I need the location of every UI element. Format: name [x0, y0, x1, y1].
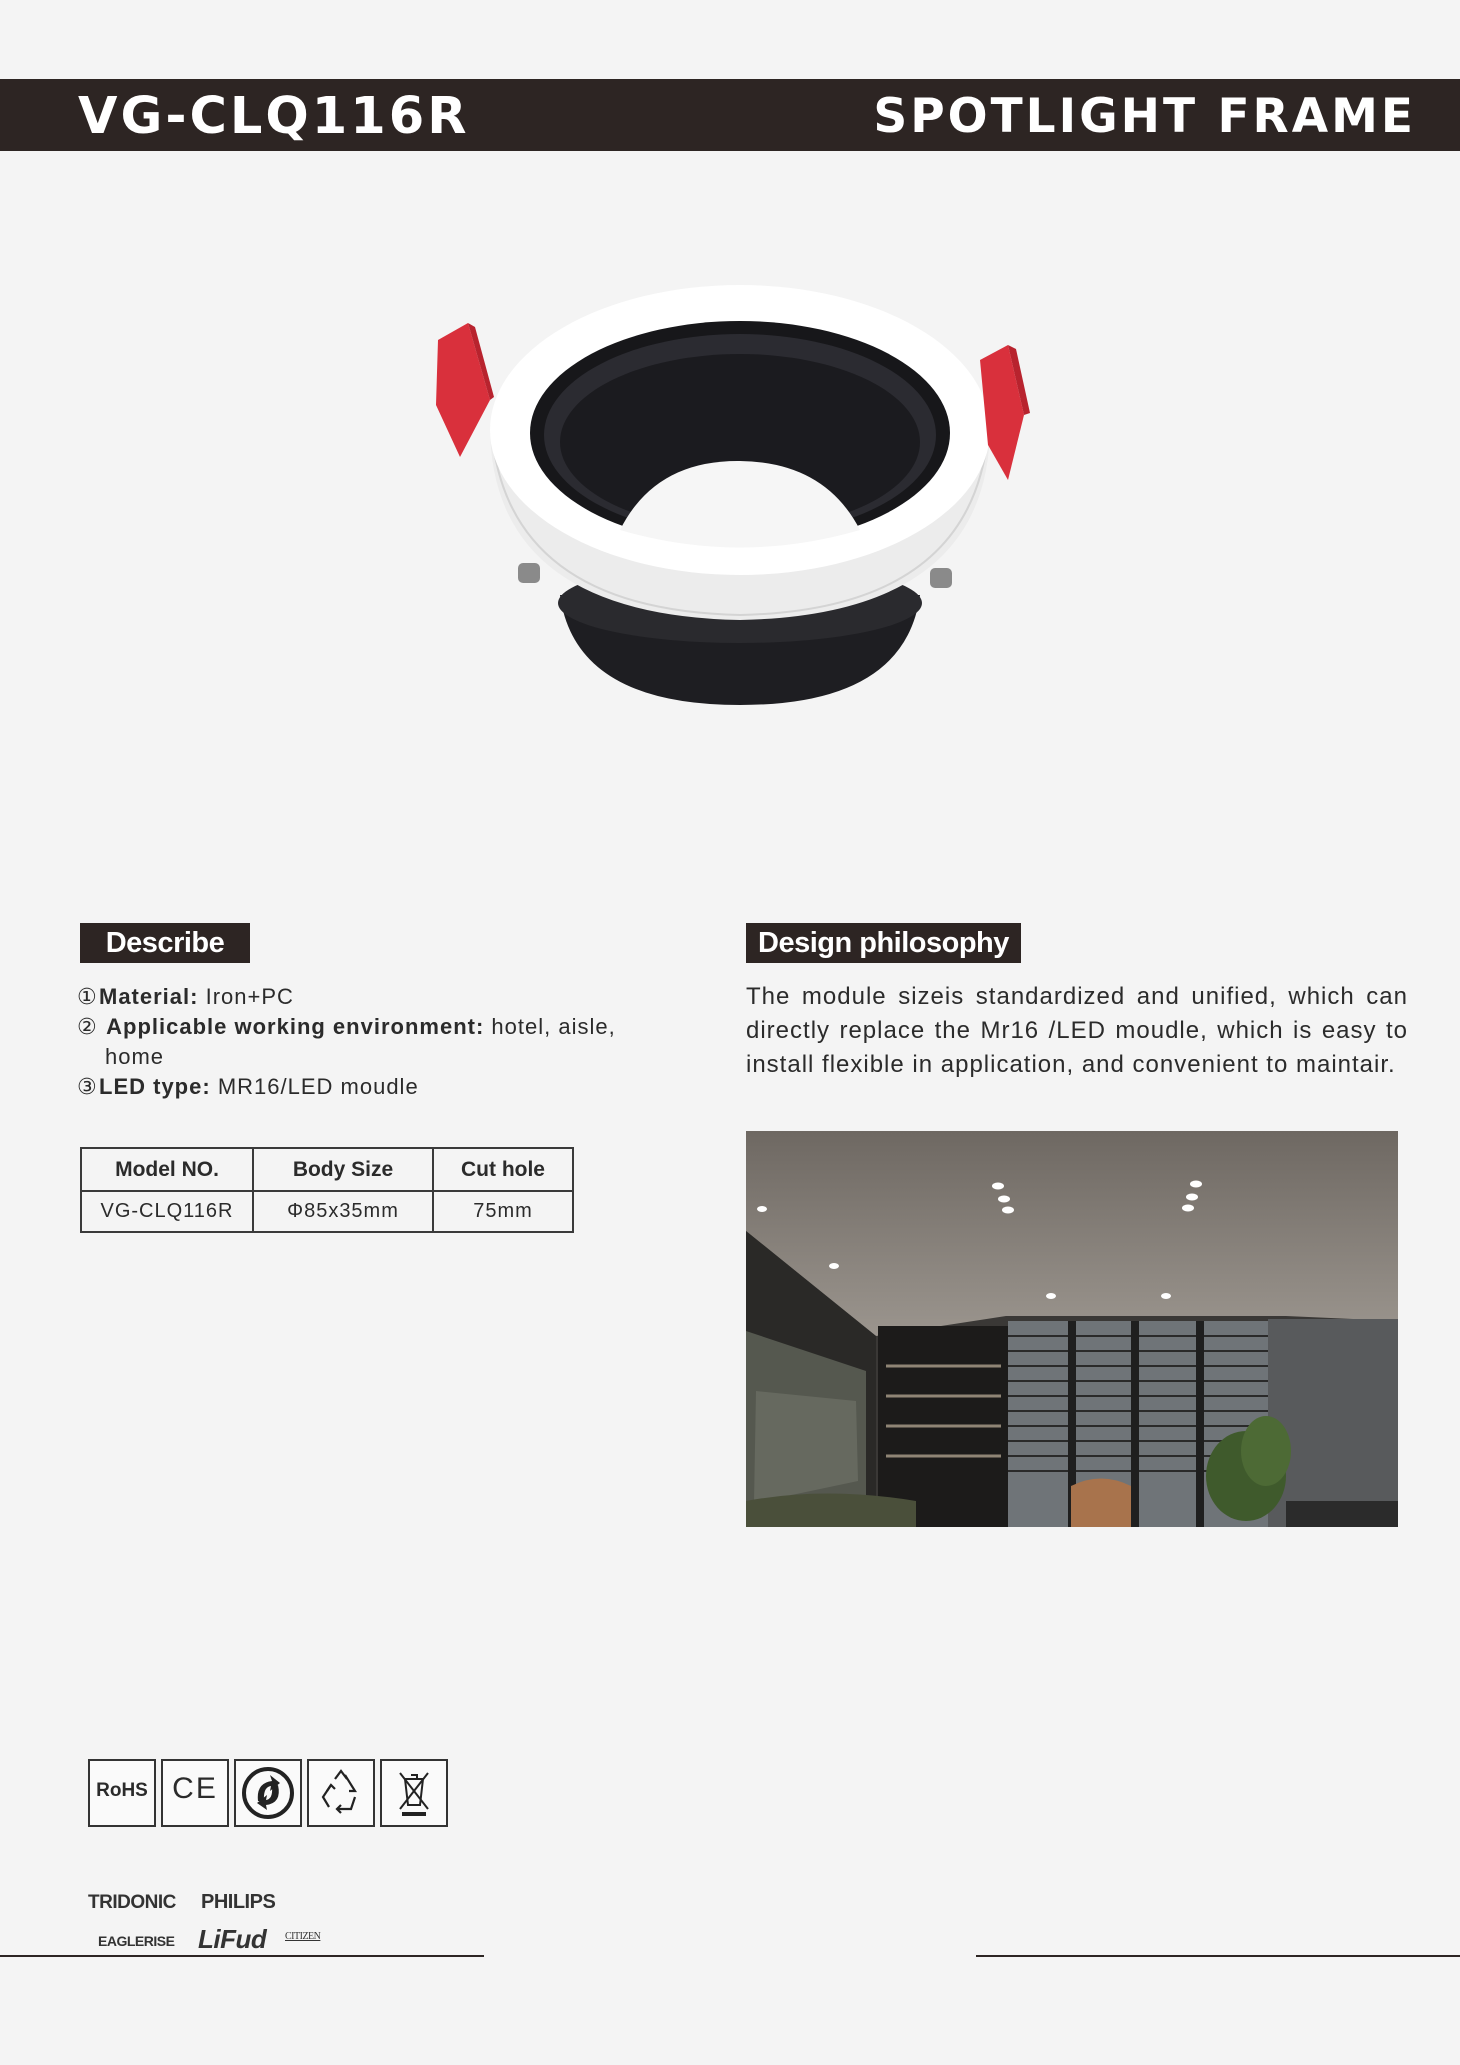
- spec-table: [80, 1147, 574, 1233]
- footer-divider-left: [0, 1955, 484, 1957]
- table-row: [81, 1191, 573, 1232]
- item-number: ③: [77, 1074, 98, 1099]
- column-header: Cut hole: [433, 1148, 573, 1191]
- rohs-icon: RoHS: [88, 1759, 156, 1827]
- eaglerise-logo: EAGLERISE: [98, 1933, 175, 1949]
- spec-label: Material:: [99, 984, 199, 1009]
- table-cell: Φ85x35mm: [253, 1191, 433, 1232]
- item-number: ②: [77, 1014, 98, 1039]
- recycle-icon: [307, 1759, 375, 1827]
- header-bar: [0, 79, 1460, 151]
- spec-material: [77, 982, 677, 1012]
- table-cell: VG-CLQ116R: [81, 1191, 253, 1232]
- column-header: Body Size: [253, 1148, 433, 1191]
- lifud-logo: LiFud: [198, 1924, 267, 1954]
- describe-heading: Describe: [80, 923, 250, 963]
- spec-label: LED type:: [99, 1074, 211, 1099]
- table-cell: 75mm: [433, 1191, 573, 1232]
- citizen-logo: CITIZEN: [285, 1931, 321, 1942]
- model-code: VG-CLQ116R: [78, 87, 470, 146]
- spec-environment-continuation: home: [105, 1044, 165, 1069]
- weee-bin-icon: [380, 1759, 448, 1827]
- spec-environment: [77, 1012, 677, 1042]
- spec-value: MR16/LED moudle: [217, 1074, 419, 1099]
- ce-icon: CE: [161, 1759, 229, 1827]
- green-dot-icon: [234, 1759, 302, 1827]
- partner-brands: [88, 1888, 388, 1954]
- document-type: SPOTLIGHT FRAME: [873, 89, 1416, 144]
- spec-list: [77, 982, 677, 1102]
- item-number: ①: [77, 984, 98, 1009]
- design-philosophy-text: The module sizeis standardized and unified, which can directly replace the Mr16 /LED moudle, which is easy to install flexible in application, and convenient to maintair.: [746, 983, 1408, 1078]
- footer-divider-right: [976, 1955, 1460, 1957]
- spec-label: Applicable working environment:: [106, 1014, 485, 1039]
- product-photo: [420, 285, 1040, 725]
- column-header: Model NO.: [81, 1148, 253, 1191]
- table-header-row: [81, 1148, 573, 1191]
- spec-led-type: [77, 1072, 677, 1102]
- design-philosophy-heading: Design philosophy: [746, 923, 1021, 963]
- philips-logo: PHILIPS: [201, 1891, 276, 1913]
- interior-photo: [746, 1131, 1398, 1527]
- tridonic-logo: TRIDONIC: [88, 1892, 176, 1913]
- spec-value: hotel, aisle,: [491, 1014, 616, 1039]
- spec-value: Iron+PC: [205, 984, 294, 1009]
